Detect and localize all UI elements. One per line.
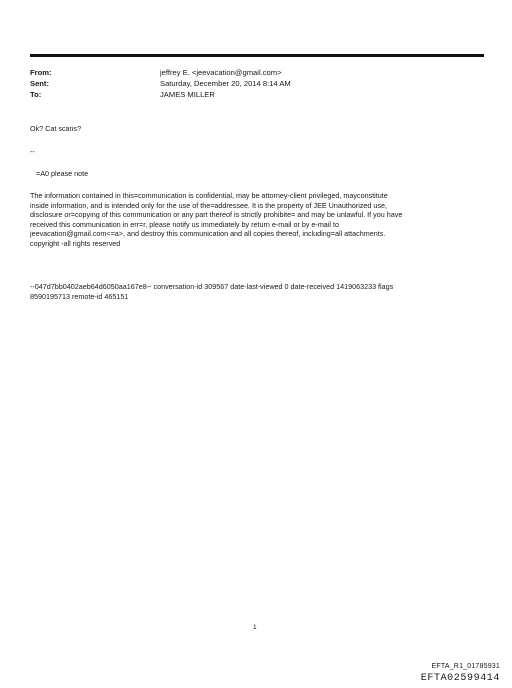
disclaimer-line: The information contained in this=communication is confidential, may be attorney-client privileged, mayconstitute [30,191,388,200]
disclaimer-line: copyright -all rights reserved [30,238,121,248]
bates-number-primary: EFTA_R1_01785931 [431,663,500,670]
metadata-line: 8590195713 remote-id 465151 [30,291,129,301]
metadata-line: --047d7bb0402aeb64d6050aa167e8-- conversation-id 309567 date-last-viewed 0 date-received 1419063233 flags [30,282,394,291]
note-line: =A0 please note [36,169,89,178]
disclaimer-line: disclosure or=copying of this communication or any part thereof is strictly prohibite= and may be unlawful. If you have [30,210,403,220]
sent-label: Sent: [30,79,49,88]
bates-number-secondary: EFTA02599414 [420,673,500,684]
from-value: jeffrey E. <jeevacation@gmail.com> [160,68,282,77]
disclaimer-line: received this communication in err=r, please notify us immediately by return e-mail or by e-mail to [30,219,339,229]
disclaimer-paragraph [30,191,402,249]
from-label: From: [30,68,52,77]
disclaimer-line: jeevacation@gmail.com<=a>, and destroy this communication and all copies thereof, including=all attachments. [30,229,386,239]
from-row [30,68,282,78]
sent-value: Saturday, December 20, 2014 8:14 AM [160,79,291,88]
page-number: 1 [253,624,257,631]
message-text: Ok? Cat scans? [30,124,82,133]
header-divider [30,54,484,57]
signature-separator: -- [30,147,35,156]
sent-row [30,79,291,89]
to-value: JAMES MILLER [160,90,215,99]
disclaimer-line: inside information, and is intended only for the use of the=addressee. It is the property of JEE Unauthorized use, [30,200,387,210]
to-row [30,90,215,100]
message-metadata [30,282,393,301]
to-label: To: [30,90,42,99]
